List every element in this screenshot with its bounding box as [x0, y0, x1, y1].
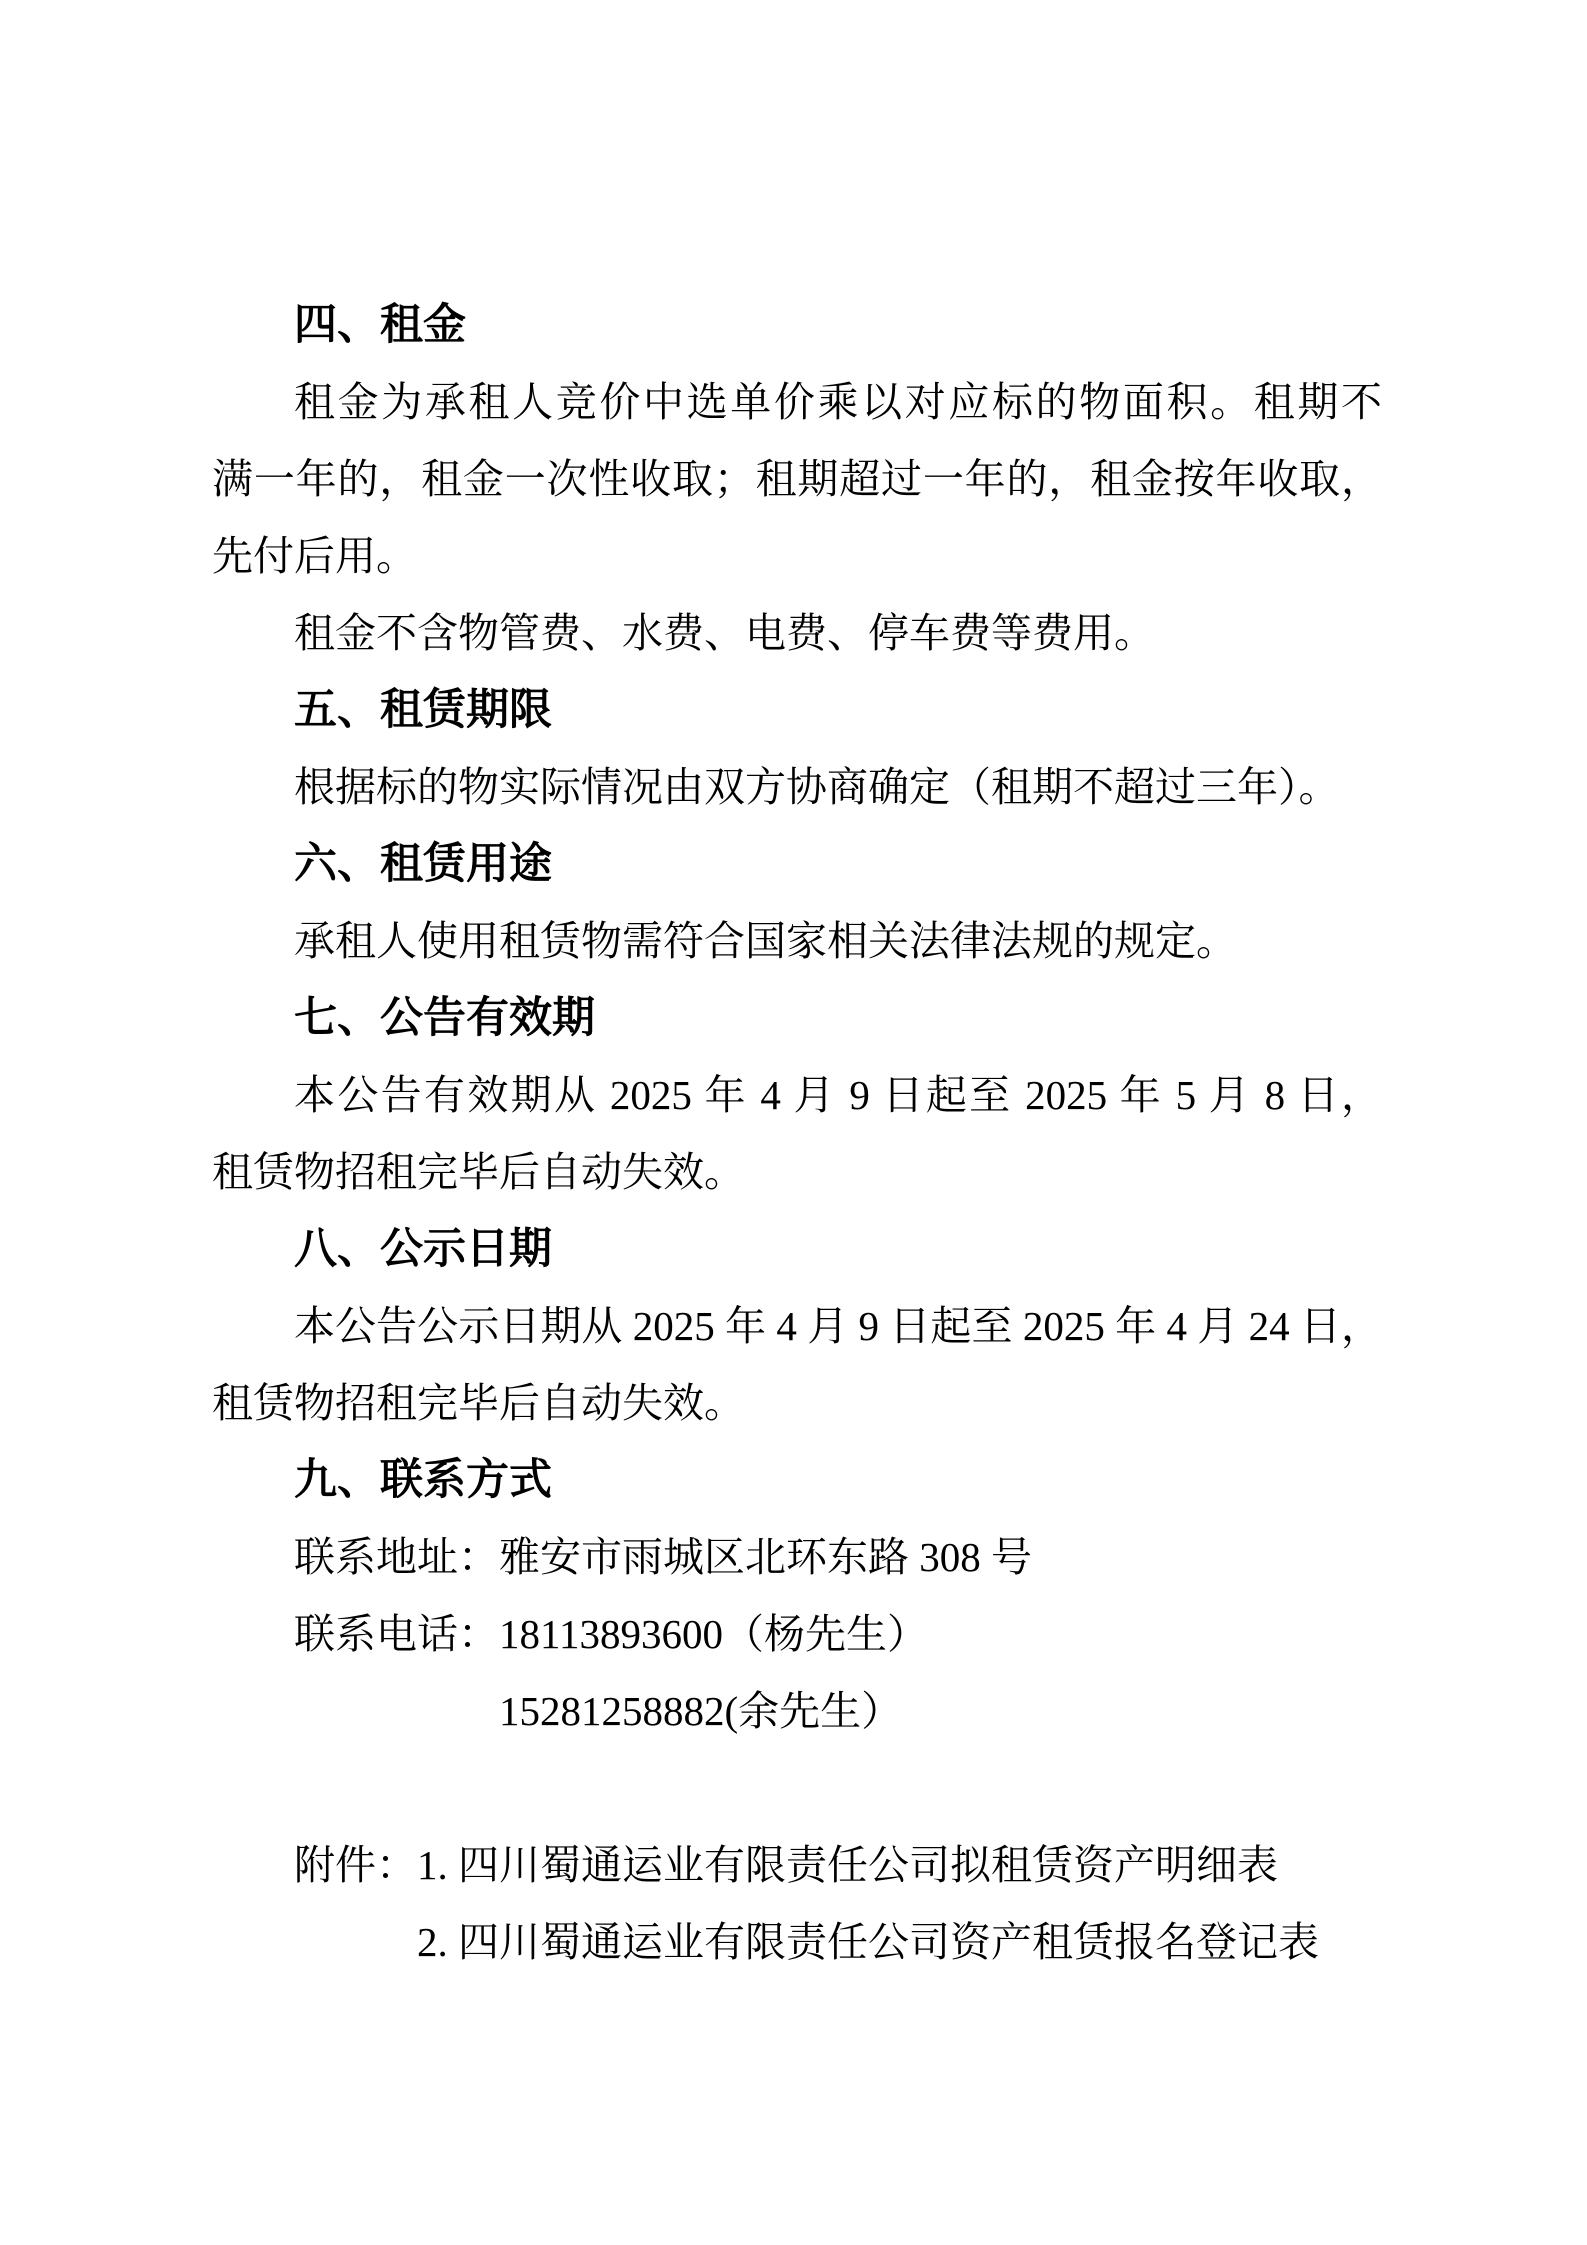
paragraph-line: 承租人使用租赁物需符合国家相关法律法规的规定。: [294, 918, 1237, 964]
contact-phone-line-2: 15281258882(余先生）: [499, 1688, 903, 1734]
paragraph-line: 租赁物招租完毕后自动失效。: [212, 1380, 745, 1426]
section-heading-rent: 四、租金: [294, 301, 466, 349]
section-heading-lease-usage: 六、租赁用途: [294, 840, 552, 888]
paragraph-line: 满一年的，租金一次性收取；租期超过一年的，租金按年收取，: [212, 456, 1382, 502]
section-heading-lease-term: 五、租赁期限: [294, 686, 552, 734]
attachment-line-2: 2. 四川蜀通运业有限责任公司资产租赁报名登记表: [417, 1919, 1319, 1965]
contact-address-line: 联系地址：雅安市雨城区北环东路 308 号: [294, 1534, 1032, 1580]
attachment-line-1: 附件：1. 四川蜀通运业有限责任公司拟租赁资产明细表: [294, 1842, 1278, 1888]
paragraph-line: 租赁物招租完毕后自动失效。: [212, 1149, 745, 1195]
contact-phone-line: 联系电话：18113893600（杨先生）: [294, 1611, 928, 1657]
document-body: [212, 0, 1382, 1981]
section-heading-contact: 九、联系方式: [294, 1456, 552, 1504]
section-heading-validity: 七、公告有效期: [294, 994, 595, 1042]
paragraph-line: 先付后用。: [212, 533, 417, 579]
paragraph-line: 租金为承租人竞价中选单价乘以对应标的物面积。租期不: [294, 379, 1382, 425]
paragraph-line: 根据标的物实际情况由双方协商确定（租期不超过三年）。: [294, 764, 1340, 810]
section-heading-publicity: 八、公示日期: [294, 1225, 552, 1273]
paragraph-line: 本公告有效期从 2025 年 4 月 9 日起至 2025 年 5 月 8 日，: [294, 1072, 1382, 1118]
paragraph-line: 本公告公示日期从 2025 年 4 月 9 日起至 2025 年 4 月 24 日，: [294, 1303, 1382, 1349]
blank-line: [212, 1750, 1382, 1827]
paragraph-line: 租金不含物管费、水费、电费、停车费等费用。: [294, 610, 1155, 656]
